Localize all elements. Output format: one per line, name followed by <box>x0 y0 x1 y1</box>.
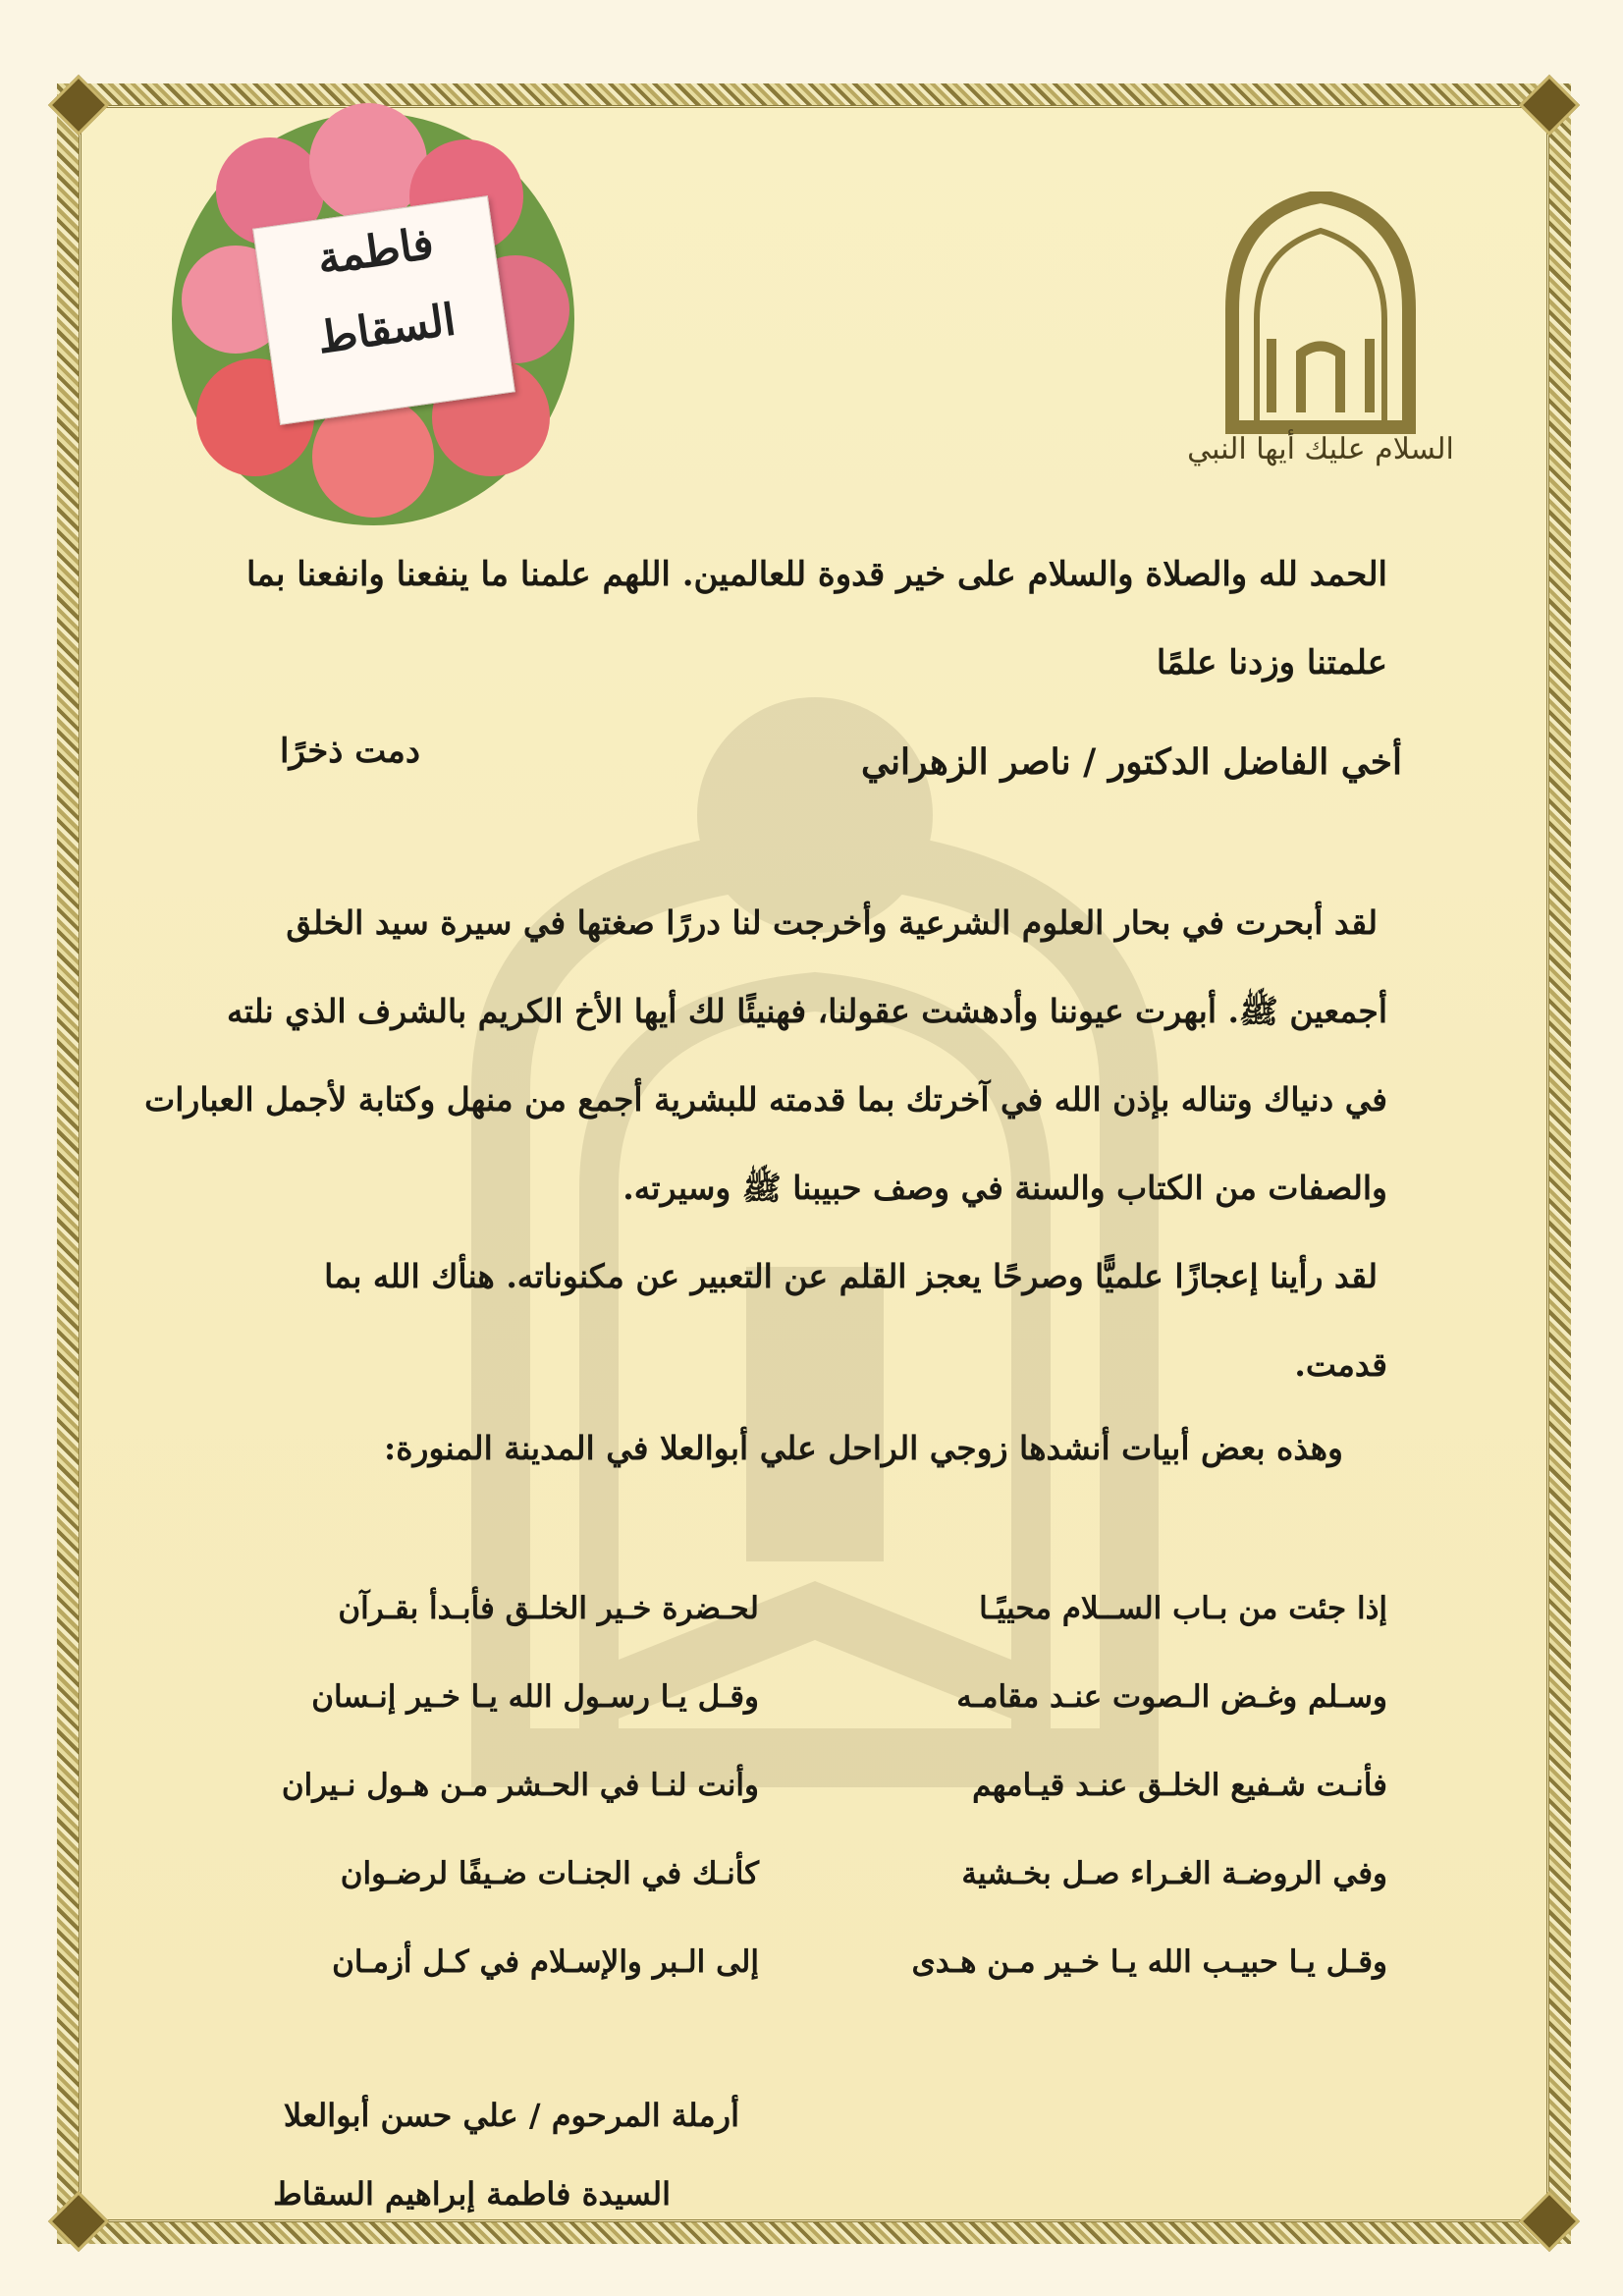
closing-wish: دمت ذخرًا <box>280 732 420 771</box>
poem-left-line: وأنت لنـا في الحـشر مـن هـول نـيران <box>281 1768 759 1803</box>
paragraph-1-line-4: والصفات من الكتاب والسنة في وصف حبيبنا ﷺ وسيرته. <box>622 1169 1387 1207</box>
poem-left-line: وقـل يـا رسـول الله يـا خـير إنـسان <box>311 1679 759 1715</box>
card-name-first: فاطمة <box>314 218 437 285</box>
intro-line-2: علمتنا وزدنا علمًا <box>1156 643 1387 683</box>
signature-line-1: أرملة المرحوم / علي حسن أبوالعلا <box>283 2097 739 2134</box>
card-name-last: السقاط <box>314 295 460 364</box>
poem-right-line: إذا جئت من بـاب الســلام محييًـا <box>979 1591 1387 1626</box>
poem-left-line: إلى الـبر والإسـلام في كـل أزمـان <box>332 1944 759 1980</box>
signature-line-2: السيدة فاطمة إبراهيم السقاط <box>273 2175 671 2213</box>
paragraph-1-line-2: أجمعين ﷺ. أبهرت عيوننا وأدهشت عقولنا، فهنيئًا لك أيها الأخ الكريم بالشرف الذي نلته <box>226 992 1387 1030</box>
addressee: أخي الفاضل الدكتور / ناصر الزهراني <box>860 741 1402 783</box>
paragraph-1-line-3: في دنياك وتناله بإذن الله في آخرتك بما قدمته للبشرية أجمع من منهل وكتابة لأجمل العبارات <box>144 1080 1387 1119</box>
poem-left-line: كأنـك في الجنـات ضـيفًا لرضـوان <box>340 1856 759 1891</box>
poem-right-line: فأنـت شـفيع الخلـق عنـد قيـامهم <box>972 1768 1387 1803</box>
paragraph-3-line-1: وهذه بعض أبيات أنشدها زوجي الراحل علي أبوالعلا في المدينة المنورة: <box>384 1429 1343 1467</box>
logo-caption: السلام عليك أيها النبي <box>1187 432 1454 466</box>
paragraph-1-line-1: لقد أبحرت في بحار العلوم الشرعية وأخرجت لنا دررًا صغتها في سيرة سيد الخلق <box>286 903 1378 942</box>
paragraph-2-line-1: لقد رأينا إعجازًا علميًّا وصرحًا يعجز القلم عن التعبير عن مكنوناته. هنأك الله بما <box>324 1257 1378 1295</box>
poem-right-line: وفي الروضـة الغـراء صـل بخـشية <box>961 1856 1387 1891</box>
poem-right-line: وسـلم وغـض الـصوت عنـد مقامـه <box>956 1679 1387 1715</box>
poem-left-line: لحـضرة خـير الخلـق فأبـدأ بقـرآن <box>338 1591 759 1626</box>
intro-line-1: الحمد لله والصلاة والسلام على خير قدوة للعالمين. اللهم علمنا ما ينفعنا وانفعنا بما <box>245 555 1387 594</box>
paragraph-2-line-2: قدمت. <box>1294 1345 1387 1384</box>
poem-right-line: وقـل يـا حبيـب الله يـا خـير مـن هـدى <box>911 1944 1387 1980</box>
